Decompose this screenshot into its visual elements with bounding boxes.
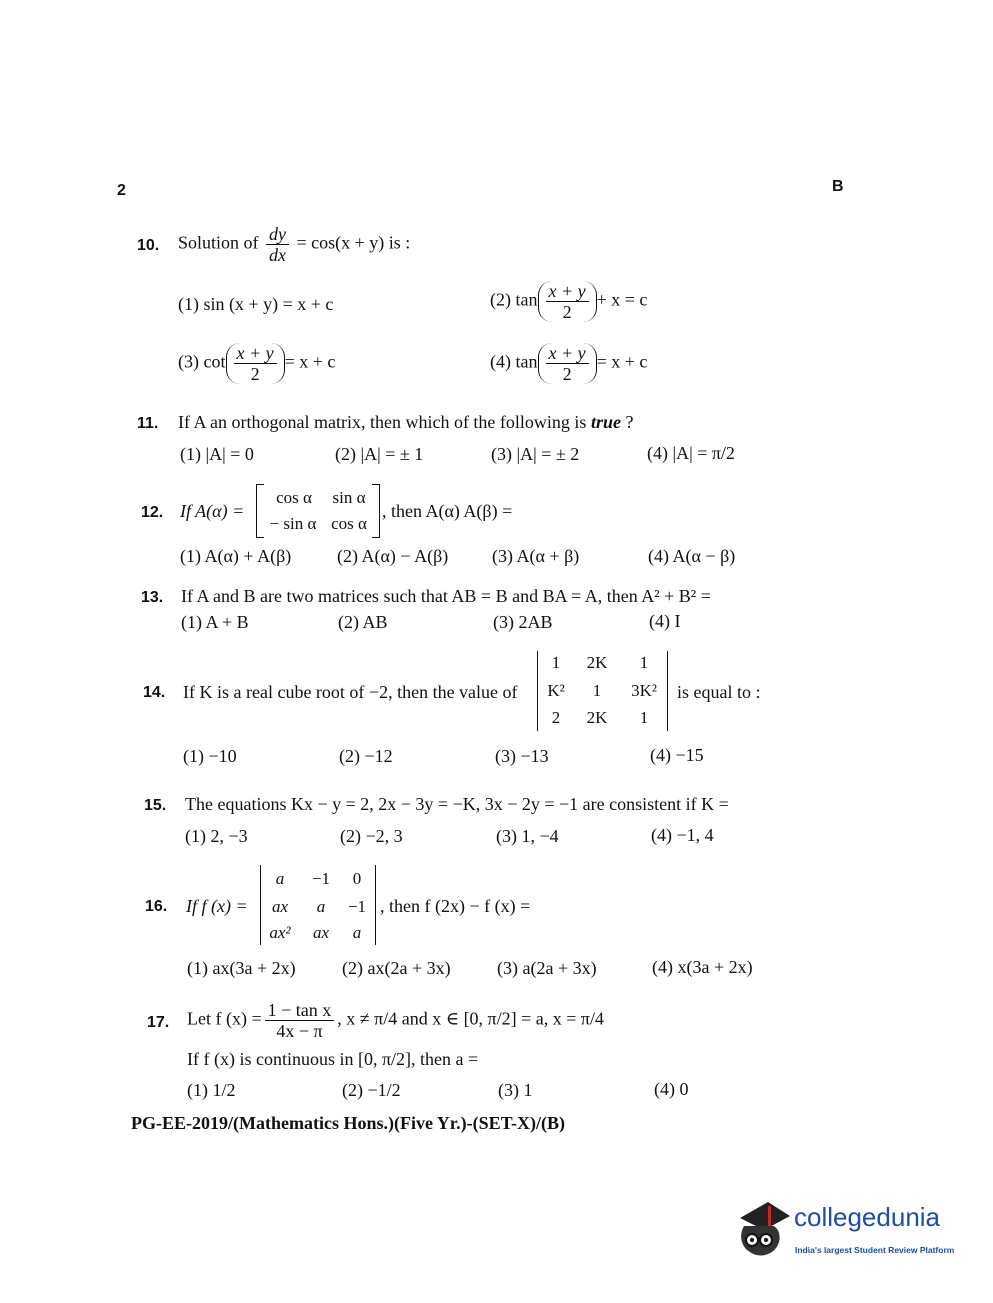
- determinant: [260, 865, 378, 945]
- determinant-cell: 1: [551, 653, 561, 672]
- question-number: 16.: [145, 898, 168, 915]
- question-stem-prefix: If f (x) =: [186, 896, 248, 916]
- option-4[interactable]: (4) I: [649, 611, 681, 631]
- determinant-cell: 0: [352, 869, 362, 888]
- option-3[interactable]: (3) 1: [498, 1080, 533, 1100]
- determinant-cell: 2: [551, 708, 561, 727]
- brand-tagline: India's largest Student Review Platform: [795, 1245, 955, 1255]
- option-2[interactable]: (2) ax(2a + 3x): [342, 958, 451, 978]
- matrix-cell: − sin α: [269, 514, 317, 533]
- page-number: 2: [117, 182, 126, 199]
- determinant-bar: [375, 865, 376, 945]
- option-1[interactable]: (1) ax(3a + 2x): [187, 958, 296, 978]
- option-1[interactable]: (1) 1/2: [187, 1080, 236, 1100]
- option-2[interactable]: (2) |A| = ± 1: [335, 444, 424, 464]
- determinant-cell: 1: [592, 681, 602, 700]
- brand-name: collegedunia: [794, 1202, 941, 1232]
- determinant-bar: [260, 865, 261, 945]
- option-3[interactable]: (3) 1, −4: [496, 826, 559, 846]
- determinant-cell: −1: [311, 869, 331, 888]
- option-2[interactable]: (2) −1/2: [342, 1080, 401, 1100]
- determinant-cell: K²: [547, 681, 565, 700]
- option-2[interactable]: (2) tan $\frac{x + y}{2}$ + x = c: [490, 281, 648, 322]
- option-2[interactable]: (2) −12: [339, 746, 393, 766]
- option-2[interactable]: (2) A(α) − A(β): [337, 546, 449, 566]
- option-4[interactable]: (4) |A| = π/2: [647, 443, 735, 463]
- option-4[interactable]: (4) tan $\frac{x + y}{2}$ = x + c: [490, 343, 648, 384]
- question-number: 10.: [137, 237, 160, 254]
- determinant-cell: ax²: [269, 923, 291, 942]
- option-3[interactable]: (3) 2AB: [493, 612, 553, 632]
- collegedunia-logo: [734, 1196, 964, 1266]
- question-stem: The equations Kx − y = 2, 2x − 3y = −K, 3x − 2y = −1 are consistent if K =: [185, 794, 729, 814]
- question-number: 12.: [141, 504, 164, 521]
- question-number: 17.: [147, 1014, 170, 1031]
- determinant-bar: [667, 651, 668, 731]
- question-number: 11.: [137, 415, 159, 432]
- option-3[interactable]: (3) A(α + β): [492, 546, 580, 566]
- option-4[interactable]: (4) 0: [654, 1079, 689, 1099]
- determinant-bar: [537, 651, 538, 731]
- option-1[interactable]: (1) |A| = 0: [180, 444, 254, 464]
- option-1[interactable]: (1) A(α) + A(β): [180, 546, 292, 566]
- matrix-cell: cos α: [331, 514, 367, 533]
- question-stem: If A an orthogonal matrix, then which of the following is true ?: [178, 412, 634, 432]
- question-number: 13.: [141, 589, 164, 606]
- option-4[interactable]: (4) −15: [650, 745, 704, 765]
- question-stem-prefix: If A(α) =: [180, 501, 245, 521]
- question-stem-suffix: , then A(α) A(β) =: [382, 501, 513, 521]
- option-1[interactable]: (1) sin (x + y) = x + c: [178, 294, 334, 314]
- question-number: 14.: [143, 684, 166, 701]
- question-number: 15.: [144, 797, 167, 814]
- option-1[interactable]: (1) 2, −3: [185, 826, 248, 846]
- option-3[interactable]: (3) a(2a + 3x): [497, 958, 597, 978]
- determinant-cell: 1: [639, 653, 649, 672]
- derivative-fraction: $\frac{dy}{dx}$: [266, 224, 289, 265]
- determinant-cell: −1: [347, 897, 367, 916]
- determinant-cell: 3K²: [631, 681, 657, 700]
- determinant-cell: a: [316, 897, 326, 916]
- function-fraction: $\frac{\text{1 − tan x}}{4x - \pi}$: [265, 1000, 335, 1041]
- determinant-cell: ax: [271, 897, 289, 916]
- determinant-cell: ax: [312, 923, 330, 942]
- mascot-icon: [734, 1196, 792, 1262]
- determinant-cell: 1: [639, 708, 649, 727]
- question-stem: Solution of $\frac{dy}{dx}$ = cos(x + y) is :: [178, 224, 411, 265]
- option-3[interactable]: (3) −13: [495, 746, 549, 766]
- determinant-cell: 2K: [586, 653, 608, 672]
- determinant-cell: 2K: [586, 708, 608, 727]
- option-4[interactable]: (4) x(3a + 2x): [652, 957, 753, 977]
- determinant-cell: a: [352, 923, 362, 942]
- option-4[interactable]: (4) A(α − β): [648, 546, 736, 566]
- option-2[interactable]: (2) AB: [338, 612, 388, 632]
- determinant: [537, 651, 671, 731]
- set-label: B: [832, 178, 844, 195]
- option-3[interactable]: (3) cot $\frac{x + y}{2}$ = x + c: [178, 343, 336, 384]
- determinant-cell: a: [275, 869, 285, 888]
- option-1[interactable]: (1) A + B: [181, 612, 249, 632]
- option-2[interactable]: (2) −2, 3: [340, 826, 403, 846]
- matrix-cell: cos α: [276, 488, 312, 507]
- matrix-cell: sin α: [332, 488, 366, 507]
- option-1[interactable]: (1) −10: [183, 746, 237, 766]
- question-stem-suffix: , then f (2x) − f (x) =: [380, 896, 531, 916]
- question-stem: If A and B are two matrices such that AB = B and BA = A, then A² + B² =: [181, 586, 711, 606]
- matrix: [256, 484, 380, 538]
- question-stem: Let f (x) = $\frac{\text{1 − tan x}}{4x - \pi}$ , x ≠ π/4 and x ∈ [0, π/2] = a, x = π/4: [187, 1000, 605, 1041]
- option-4[interactable]: (4) −1, 4: [651, 825, 714, 845]
- option-3[interactable]: (3) |A| = ± 2: [491, 444, 580, 464]
- question-stem-prefix: If K is a real cube root of −2, then the value of: [183, 682, 518, 702]
- paper-code: PG-EE-2019/(Mathematics Hons.)(Five Yr.)-(SET-X)/(B): [131, 1113, 565, 1133]
- question-stem-suffix: is equal to :: [677, 682, 761, 702]
- question-stem-line2: If f (x) is continuous in [0, π/2], then a =: [187, 1049, 479, 1069]
